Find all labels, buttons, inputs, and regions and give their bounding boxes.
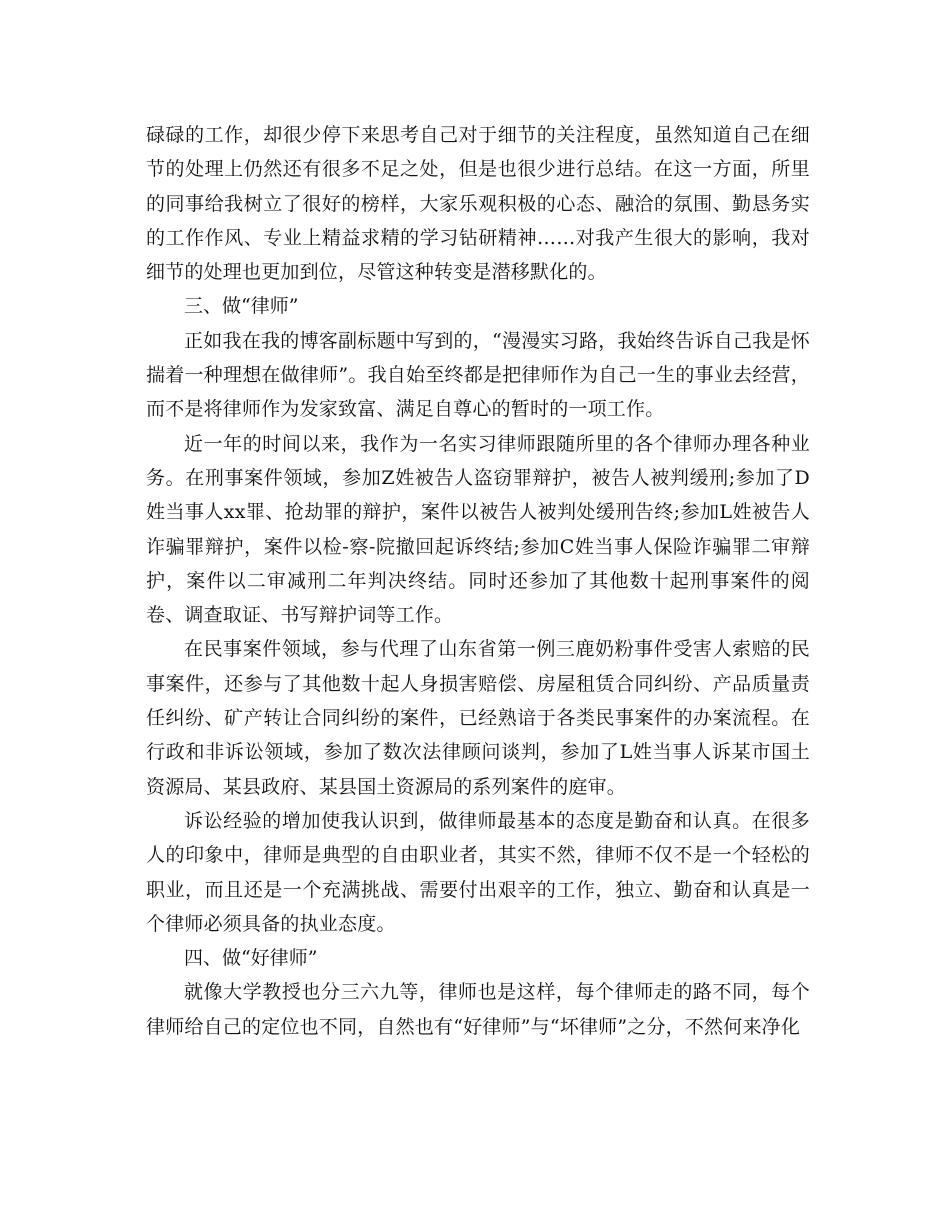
paragraph-litigation-experience: 诉讼经验的增加使我认识到，做律师最基本的态度是勤奋和认真。在很多人的印象中，律师是典型的自由职业者，其实不然，律师不仅不是一个轻松的职业，而且还是一个充满挑战、需要付出艰辛的工作，独立、勤奋和认真是一个律师必须具备的执业态度。	[146, 809, 810, 935]
section-heading-4: 四、做“好律师”	[184, 947, 318, 970]
paragraph-blog-subtitle: 正如我在我的博客副标题中写到的，“漫漫实习路，我始终告诉自己我是怀揣着一种理想在做律师”。我自始至终都是把律师作为自己一生的事业去经营，而不是将律师作为发家致富、满足自尊心的暂时的一项工作。	[146, 329, 810, 421]
paragraph-criminal-cases: 近一年的时间以来，我作为一名实习律师跟随所里的各个律师办理各种业务。在刑事案件领域，参加Z姓被告人盗窃罪辩护，被告人被判缓刑;参加了D姓当事人xx罪、抢劫罪的辩护，案件以被告人被判处缓刑告终;参加L姓被告人诈骗罪辩护，案件以检-察-院撤回起诉终结;参加C姓当事人保险诈骗罪二审辩护，案件以二审减刑二年判决终结。同时还参加了其他数十起刑事案件的阅卷、调查取证、书写辩护词等工作。	[146, 432, 810, 627]
section-heading-3: 三、做“律师”	[184, 295, 299, 318]
paragraph-continuation: 碌碌的工作，却很少停下来思考自己对于细节的关注程度，虽然知道自己在细节的处理上仍然还有很多不足之处，但是也很少进行总结。在这一方面，所里的同事给我树立了很好的榜样，大家乐观积极的心态、融洽的氛围、勤恳务实的工作作风、专业上精益求精的学习钻研精神……对我产生很大的影响，我对细节的处理也更加到位，尽管这种转变是潜移默化的。	[146, 124, 810, 284]
paragraph-civil-cases: 在民事案件领域，参与代理了山东省第一例三鹿奶粉事件受害人索赔的民事案件，还参与了其他数十起人身损害赔偿、房屋租赁合同纠纷、产品质量责任纠纷、矿产转让合同纠纷的案件，已经熟谙于各类民事案件的办案流程。在行政和非诉讼领域，参加了数次法律顾问谈判，参加了L姓当事人诉某市国土资源局、某县政府、某县国土资源局的系列案件的庭审。	[146, 638, 810, 798]
paragraph-good-lawyer: 就像大学教授也分三六九等，律师也是这样，每个律师走的路不同，每个律师给自己的定位也不同，自然也有“好律师”与“坏律师”之分，不然何来净化	[146, 981, 810, 1038]
document-body	[146, 118, 810, 1044]
